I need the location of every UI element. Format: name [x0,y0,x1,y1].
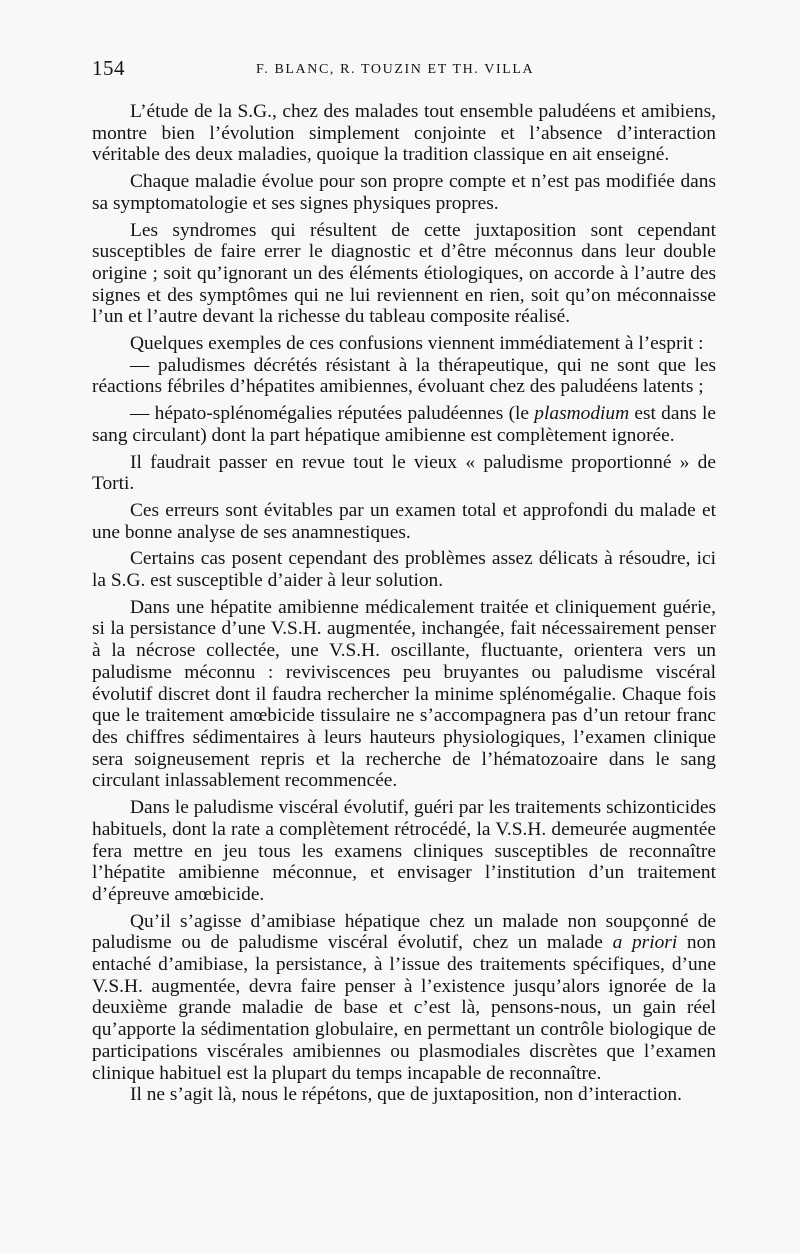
page-number: 154 [92,56,125,80]
paragraph: Dans une hépatite amibienne médicalement traitée et cliniquement guérie, si la persistance d’une V.S.H. augmentée, inchangée, fait nécessairement penser à la nécrose collectée, une V.S.H. oscillante, fluctuante, orientera vers un paludisme méconnu : reviviscences peu bruyantes ou paludisme viscéral évolutif discret dont il faudra rechercher la minime splénomégalie. Chaque fois que le traitement amœbicide tissulaire ne s’accompagnera pas d’un retour franc des chiffres sédimentaires à leurs hauteurs physiologiques, l’examen clinique sera soigneusement repris et la recherche de l’hématozoaire dans le sang circulant inlassablement recommencée. [92,596,716,792]
text-run: — hépato-splénomégalies réputées paludéennes (le [130,403,535,425]
paragraph: Dans le paludisme viscéral évolutif, guéri par les traitements schizonticides habituels, dont la rate a complètement rétrocédé, la V.S.H. demeurée augmentée fera mettre en jeu tous les examens cliniques susceptibles de reconnaître l’hépatite amibienne méconnue, et envisager l’institution d’un traitement d’épreuve amœbicide. [92,797,716,905]
running-head [92,56,708,86]
text-run: est dans le sang circulant) dont la part hépatique amibienne est complètement ignorée. [92,403,716,446]
italic-term: a priori [612,932,678,954]
paragraph: L’étude de la S.G., chez des malades tout ensemble paludéens et amibiens, montre bien l’évolution simplement conjointe et l’absence d’interaction véritable des deux maladies, quoique la tradition classique en ait enseigné. [92,101,716,166]
dash-list-item [92,403,716,446]
paragraph: Il ne s’agit là, nous le répétons, que de juxtaposition, non d’interaction. [130,1084,682,1106]
paragraph: Certains cas posent cependant des problèmes assez délicats à résoudre, ici la S.G. est susceptible d’aider à leur solution. [92,548,716,592]
paragraph: Chaque maladie évolue pour son propre compte et n’est pas modifiée dans sa symptomatologie et ses signes physiques propres. [92,171,716,214]
text-run: non entaché d’amibiase, la persistance, à l’issue des traitements spécifiques, d’une V.S.H. augmentée, devra faire penser à l’existence jusqu’alors ignorée de la deuxième grande maladie de base et c’est là, pensons-nous, un gain réel qu’apporte la sédimentation globulaire, en permettant un contrôle biologique de participations viscérales amibiennes ou plasmodiales discrètes que l’examen clinique habituel est la plupart du temps incapable de reconnaître. [92,932,716,1084]
running-head-authors: F. BLANC, R. TOUZIN ET TH. VILLA [256,62,535,77]
paragraph: Il faudrait passer en revue tout le vieux « paludisme proportionné » de Torti. [92,451,716,495]
paragraph [92,911,716,1085]
body-text [92,96,716,1106]
text-run: Qu’il s’agisse d’amibiase hépatique chez un malade non soupçonné de paludisme ou de paludisme viscéral évolutif, chez un malade [92,910,716,954]
paragraph: Les syndromes qui résultent de cette juxtaposition sont cependant susceptibles de faire errer le diagnostic et d’être méconnus dans leur double origine ; soit qu’ignorant un des éléments étiologiques, on accorde à l’autre des signes et des symptômes qui ne lui reviennent en rien, soit qu’on méconnaisse l’un et l’autre devant la richesse du tableau composite réalisé. [92,219,716,328]
dash-list-item: — paludismes décrétés résistant à la thérapeutique, qui ne sont que les réactions fébriles d’hépatites amibiennes, évoluant chez des paludéens latents ; [92,354,716,398]
paragraph: Ces erreurs sont évitables par un examen total et approfondi du malade et une bonne analyse de ses anamnestiques. [92,499,716,543]
italic-term: plasmodium [534,403,630,425]
paragraph: Quelques exemples de ces confusions viennent immédiatement à l’esprit : [130,333,704,355]
